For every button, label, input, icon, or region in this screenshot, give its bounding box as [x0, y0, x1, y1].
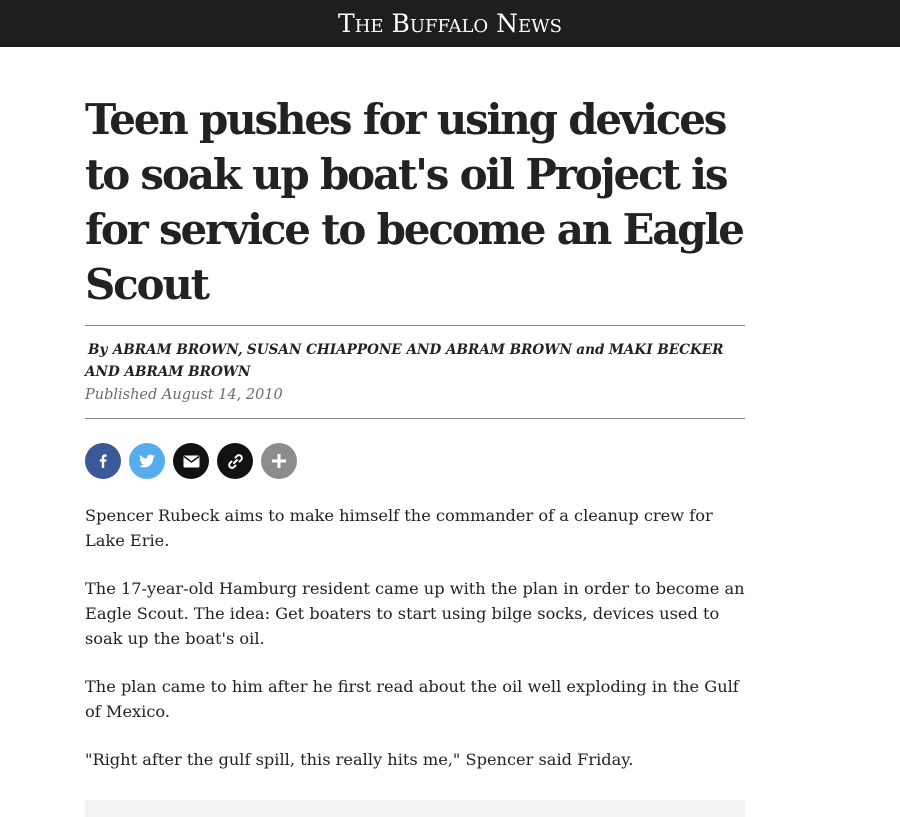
share-email-button[interactable] — [173, 443, 209, 479]
article-paragraph: The plan came to him after he first read about the oil well exploding in the Gulf of Mexico. — [85, 677, 739, 721]
more-share-options-button[interactable] — [261, 443, 297, 479]
share-facebook-button[interactable] — [85, 443, 121, 479]
link-icon — [227, 453, 244, 470]
plus-icon — [272, 454, 286, 468]
byline-author-link[interactable]: MAKI BECKER AND ABRAM BROWN — [85, 342, 724, 380]
email-icon — [183, 455, 200, 468]
article-paragraph: "Right after the gulf spill, this really hits me," Spencer said Friday. — [85, 750, 634, 769]
share-toolbar — [85, 443, 297, 479]
site-header — [0, 0, 900, 47]
byline-top-divider — [85, 325, 745, 326]
twitter-icon — [139, 454, 155, 468]
article-byline — [85, 339, 745, 383]
ad-placeholder — [85, 800, 745, 817]
article-headline: Teen pushes for using devices to soak up boat's oil Project is for service to become an Eagle Scout — [85, 95, 743, 309]
article-paragraph: The 17-year-old Hamburg resident came up with the plan in order to become an Eagle Scout. The idea: Get boaters to start using bilge socks, devices used to soak up the boat's oil. — [85, 579, 745, 648]
byline-bottom-divider — [85, 418, 745, 419]
byline-prefix: By — [88, 342, 108, 358]
publish-date: Published August 14, 2010 — [85, 387, 283, 403]
site-logo[interactable]: The Buffalo News — [338, 9, 562, 38]
byline-separator: , — [237, 342, 243, 358]
article-paragraph: Spencer Rubeck aims to make himself the commander of a cleanup crew for Lake Erie. — [85, 506, 713, 550]
byline-conjunction: and — [576, 342, 605, 358]
byline-author-link[interactable]: ABRAM BROWN — [112, 342, 238, 358]
copy-link-button[interactable] — [217, 443, 253, 479]
facebook-icon — [96, 454, 110, 468]
share-twitter-button[interactable] — [129, 443, 165, 479]
article-body — [85, 503, 745, 795]
byline-author-link[interactable]: SUSAN CHIAPPONE AND ABRAM BROWN — [246, 342, 572, 358]
